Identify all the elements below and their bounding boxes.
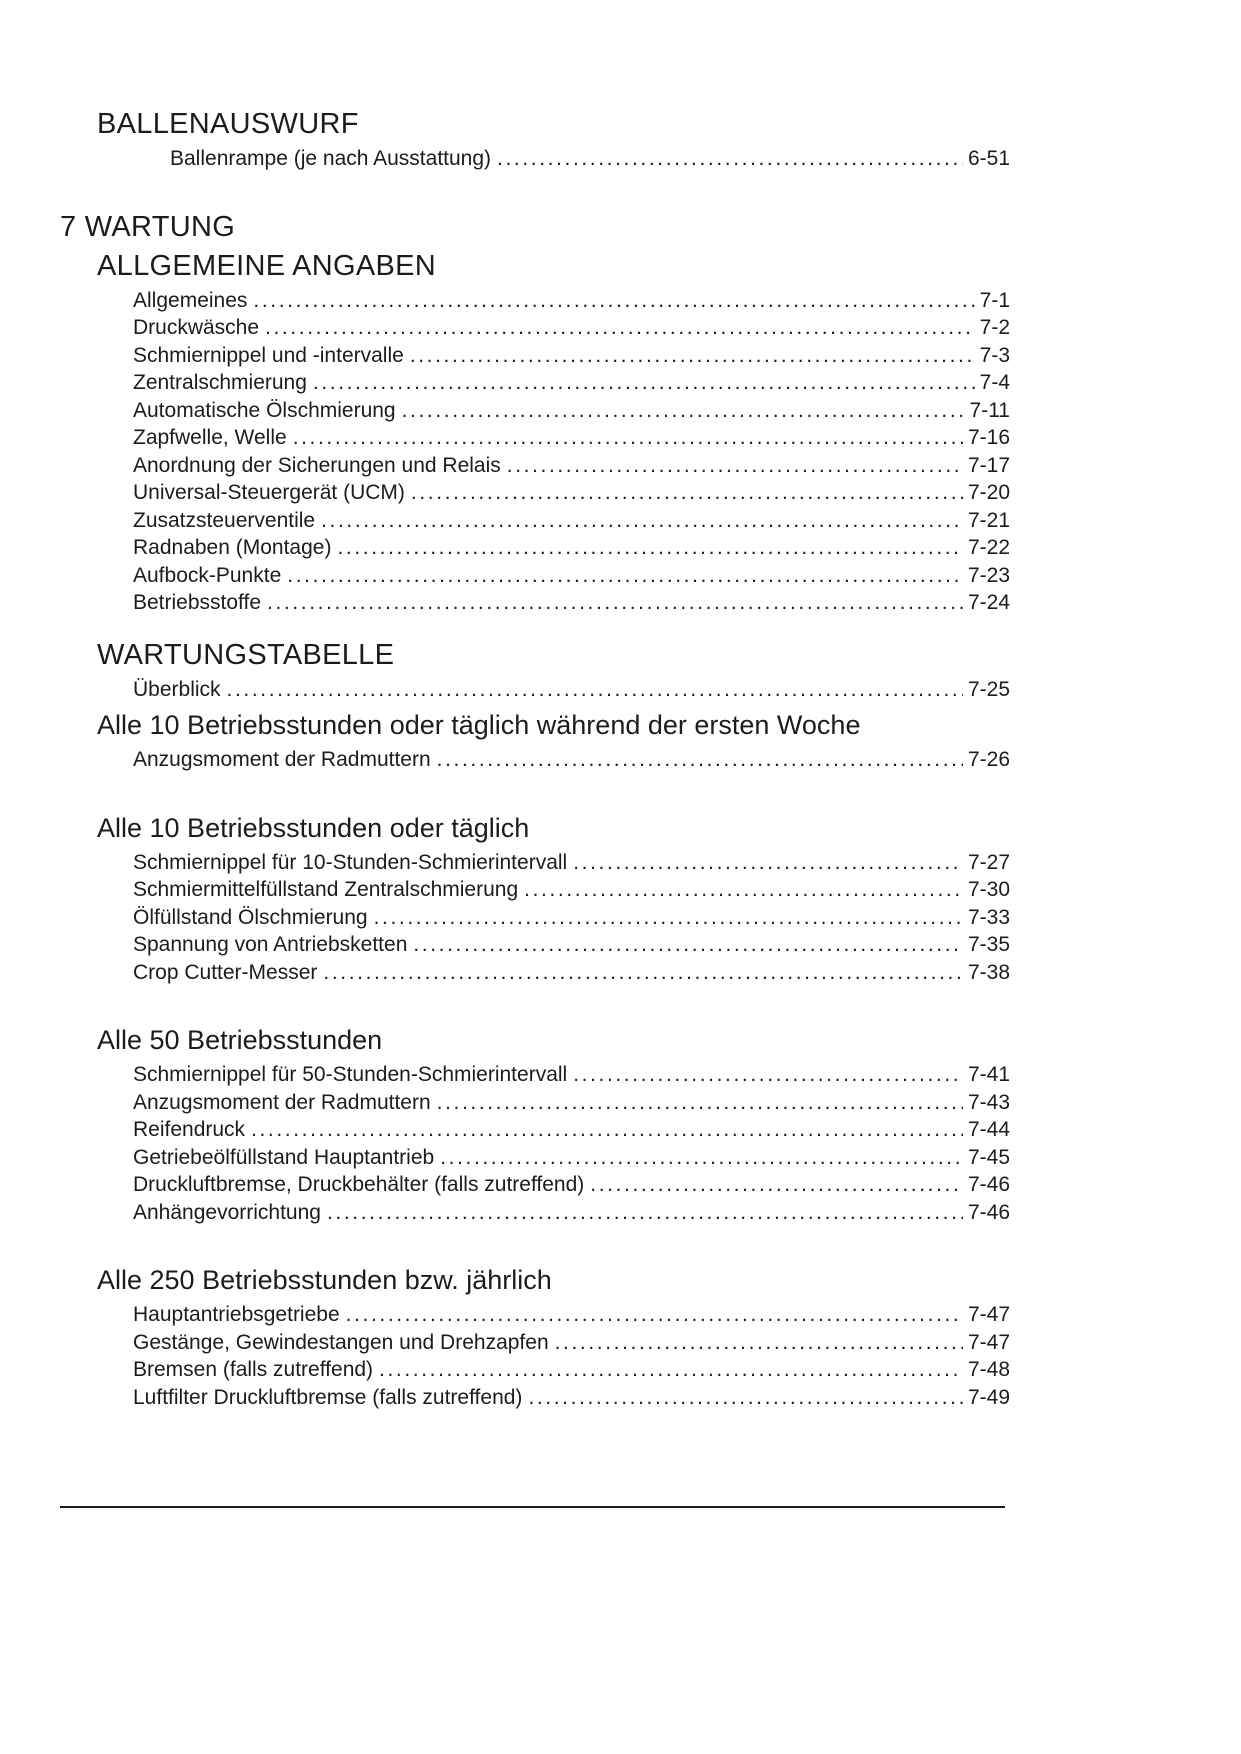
dot-leader: [267, 589, 963, 617]
toc-entry: [133, 904, 1010, 932]
toc-entry: [133, 746, 1010, 774]
section-heading: ALLGEMEINE ANGABEN: [97, 249, 437, 282]
entry-label: Hauptantriebsgetriebe: [133, 1303, 340, 1326]
entry-page: 7-24: [967, 591, 1010, 614]
dot-leader: [573, 1061, 963, 1089]
entry-page: 7-21: [967, 508, 1010, 532]
toc-entry: [133, 1144, 1010, 1172]
entry-label: Schmiernippel für 50-Stunden-Schmierintervall: [133, 1063, 568, 1086]
entry-label: Automatische Ölschmierung: [133, 398, 396, 422]
entry-label: Druckwäsche: [133, 316, 260, 339]
entry-label: Anzugsmoment der Radmuttern: [133, 748, 431, 771]
dot-leader: [413, 931, 963, 959]
entry-label: Anzugsmoment der Radmuttern: [133, 1090, 431, 1114]
entry-label: Aufbock-Punkte: [133, 563, 282, 587]
toc-entry: [133, 1089, 1010, 1117]
toc-entry: [133, 479, 1010, 507]
entry-label: Ballenrampe (je nach Ausstattung): [170, 147, 492, 170]
section-heading: BALLENAUSWURF: [97, 108, 359, 140]
entry-label: Crop Cutter-Messer: [133, 960, 318, 984]
entry-page: 7-4: [979, 371, 1010, 394]
toc-entry: [133, 1301, 1010, 1329]
entry-label: Luftfilter Druckluftbremse (falls zutreffend): [133, 1385, 523, 1409]
entry-label: Schmiernippel und -intervalle: [133, 343, 404, 367]
entry-page: 7-46: [967, 1200, 1010, 1224]
entry-page: 7-22: [967, 536, 1010, 559]
dot-leader: [251, 1116, 963, 1144]
dot-leader: [437, 746, 963, 774]
dot-leader: [555, 1329, 963, 1357]
toc-content: [60, 0, 1010, 1411]
toc-entry: [133, 1061, 1010, 1089]
toc-entry: [133, 931, 1010, 959]
dot-leader: [265, 314, 975, 342]
entry-label: Spannung von Antriebsketten: [133, 933, 408, 956]
entry-page: 7-23: [967, 563, 1010, 587]
dot-leader: [411, 479, 963, 507]
entry-page: 7-45: [967, 1145, 1010, 1169]
subsection-heading: Alle 10 Betriebsstunden oder täglich während der ersten Woche: [97, 710, 861, 740]
dot-leader: [313, 369, 975, 397]
entry-label: Zapfwelle, Welle: [133, 426, 287, 449]
entry-label: Universal-Steuergerät (UCM): [133, 481, 405, 504]
toc-entry: [133, 876, 1010, 904]
toc-entry: [133, 1384, 1010, 1412]
entry-page: 7-49: [967, 1385, 1010, 1409]
toc-entry: [133, 397, 1010, 425]
entry-page: 7-11: [969, 398, 1010, 422]
dot-leader: [528, 1384, 963, 1412]
dot-leader: [402, 397, 965, 425]
entry-label: Schmiermittelfüllstand Zentralschmierung: [133, 878, 519, 901]
dot-leader: [437, 1089, 963, 1117]
toc-entry: [133, 1329, 1010, 1357]
toc-entry: [170, 145, 1010, 173]
toc-entry: [133, 676, 1010, 704]
toc-entry: [133, 507, 1010, 535]
entry-page: 7-47: [967, 1330, 1010, 1354]
dot-leader: [293, 424, 963, 452]
entry-label: Gestänge, Gewindestangen und Drehzapfen: [133, 1330, 549, 1354]
toc-entry: [133, 1171, 1010, 1199]
dot-leader: [323, 959, 963, 987]
entry-page: 6-51: [967, 147, 1010, 170]
toc-entry: [133, 314, 1010, 342]
dot-leader: [379, 1356, 963, 1384]
toc-entry: [133, 452, 1010, 480]
entry-label: Überblick: [133, 677, 221, 701]
entry-page: 7-2: [979, 316, 1010, 339]
entry-page: 7-26: [967, 748, 1010, 771]
toc-entry: [133, 1116, 1010, 1144]
entry-page: 7-47: [967, 1303, 1010, 1326]
entry-page: 7-1: [979, 288, 1010, 312]
subsection-heading: Alle 50 Betriebsstunden: [97, 1025, 383, 1055]
subsection-heading: Alle 10 Betriebsstunden oder täglich: [97, 812, 530, 843]
toc-entry: [133, 589, 1010, 617]
dot-leader: [524, 876, 963, 904]
entry-label: Zusatzsteuerventile: [133, 508, 316, 532]
entry-page: 7-20: [967, 481, 1010, 504]
entry-page: 7-35: [967, 933, 1010, 956]
toc-entry: [133, 849, 1010, 877]
entry-label: Getriebeölfüllstand Hauptantrieb: [133, 1145, 435, 1169]
entry-label: Radnaben (Montage): [133, 536, 332, 559]
entry-label: Schmiernippel für 10-Stunden-Schmierintervall: [133, 850, 568, 874]
dot-leader: [410, 342, 975, 370]
entry-page: 7-48: [967, 1358, 1010, 1381]
toc-entry: [133, 424, 1010, 452]
entry-label: Betriebsstoffe: [133, 591, 262, 614]
entry-label: Druckluftbremse, Druckbehälter (falls zutreffend): [133, 1173, 585, 1196]
entry-label: Bremsen (falls zutreffend): [133, 1358, 374, 1381]
toc-entry: [133, 287, 1010, 315]
toc-entry: [133, 1199, 1010, 1227]
entry-page: 7-30: [967, 878, 1010, 901]
entry-page: 7-33: [967, 905, 1010, 929]
entry-page: 7-44: [967, 1118, 1010, 1141]
entry-page: 7-3: [979, 343, 1010, 367]
entry-page: 7-41: [967, 1063, 1010, 1086]
entry-page: 7-38: [967, 960, 1010, 984]
toc-entry: [133, 562, 1010, 590]
dot-leader: [253, 287, 974, 315]
entry-page: 7-25: [967, 677, 1010, 701]
entry-page: 7-16: [967, 426, 1010, 449]
dot-leader: [287, 562, 963, 590]
entry-label: Anhängevorrichtung: [133, 1200, 321, 1224]
entry-page: 7-46: [967, 1173, 1010, 1196]
entry-label: Allgemeines: [133, 288, 248, 312]
dot-leader: [337, 534, 963, 562]
dot-leader: [440, 1144, 963, 1172]
dot-leader: [327, 1199, 963, 1227]
section-heading: WARTUNGSTABELLE: [97, 638, 395, 671]
entry-page: 7-17: [967, 453, 1010, 477]
dot-leader: [346, 1301, 963, 1329]
dot-leader: [590, 1171, 963, 1199]
subsection-heading: Alle 250 Betriebsstunden bzw. jährlich: [97, 1265, 552, 1295]
toc-entry: [133, 959, 1010, 987]
entry-label: Reifendruck: [133, 1118, 246, 1141]
entry-label: Ölfüllstand Ölschmierung: [133, 905, 368, 929]
dot-leader: [507, 452, 963, 480]
chapter-heading: 7 WARTUNG: [60, 210, 236, 243]
entry-page: 7-43: [967, 1090, 1010, 1114]
toc-entry: [133, 342, 1010, 370]
toc-entry: [133, 534, 1010, 562]
toc-entry: [133, 1356, 1010, 1384]
bottom-rule: [60, 1506, 1005, 1508]
dot-leader: [321, 507, 963, 535]
dot-leader: [227, 676, 963, 704]
dot-leader: [573, 849, 963, 877]
entry-page: 7-27: [967, 850, 1010, 874]
entry-label: Anordnung der Sicherungen und Relais: [133, 453, 501, 477]
dot-leader: [497, 145, 963, 173]
entry-label: Zentralschmierung: [133, 371, 307, 394]
dot-leader: [374, 904, 963, 932]
toc-entry: [133, 369, 1010, 397]
